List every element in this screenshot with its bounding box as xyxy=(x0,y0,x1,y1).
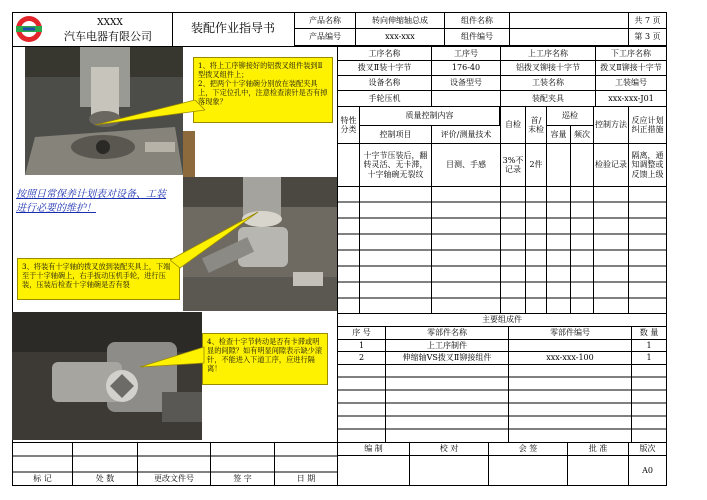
equipment-model-label: 设备型号 xyxy=(431,75,501,91)
parts-col-code: 零部件编号 xyxy=(508,326,632,340)
change-doc-label: 更改文件号 xyxy=(154,474,194,484)
frequency-label: 频次 xyxy=(570,125,594,144)
version-value: A0 xyxy=(628,455,667,486)
signoff-approve: 批 准 xyxy=(567,442,629,456)
equipment-model-value xyxy=(431,90,501,107)
fixture-name-label: 工装名称 xyxy=(500,75,596,91)
company-logo xyxy=(13,13,45,45)
photo-cross-joint xyxy=(12,312,202,440)
signoff-check-value xyxy=(409,455,489,486)
component-name-label: 组件名称 xyxy=(444,12,510,29)
change-count-label: 处 数 xyxy=(95,474,115,484)
capacity-label: 容量 xyxy=(546,125,571,144)
component-code-label: 组件编号 xyxy=(444,28,510,46)
signoff-countersign: 会 签 xyxy=(488,442,568,456)
next-process-value: 拨叉Ⅱ铆接十字节 xyxy=(595,60,667,76)
quality-row-first-last: 2件 xyxy=(525,143,547,187)
total-pages: 共 7 页 xyxy=(628,12,667,29)
quality-row-reaction: 隔离，通知调整或反馈上级 xyxy=(628,143,667,187)
parts-row-code: xxx-xxx-100 xyxy=(508,351,632,365)
parts-row-qty: 1 xyxy=(631,351,667,365)
fixture-no-value: xxx-xxx-J01 xyxy=(595,90,667,107)
quality-row-self-check: 3%不记录 xyxy=(500,143,526,187)
parts-col-qty: 数 量 xyxy=(631,326,667,340)
next-process-label: 下工序名称 xyxy=(595,46,667,61)
change-sign-label: 签 字 xyxy=(233,474,252,484)
parts-col-name: 零部件名称 xyxy=(385,326,509,340)
parts-row-name: 伸缩轴VS拨叉Ⅱ铆接组件 xyxy=(385,351,509,365)
product-name-label: 产品名称 xyxy=(294,12,356,29)
company-top: XXXX xyxy=(97,17,123,28)
parts-row-qty: 1 xyxy=(631,339,667,352)
equipment-name-value: 手轮压机 xyxy=(337,90,432,107)
process-no-label: 工序号 xyxy=(431,46,501,61)
signoff-countersign-value xyxy=(488,455,568,486)
page-number: 第 3 页 xyxy=(628,28,667,46)
quality-content-label: 质量控制内容 xyxy=(359,106,500,126)
special-class-label: 特性分类 xyxy=(337,106,360,144)
quality-row-method: 目测、手感 xyxy=(431,143,501,187)
control-method-label: 控制方法 xyxy=(593,106,629,144)
company-name: 汽车电器有限公司 xyxy=(64,30,152,44)
measure-method-label: 评价/测量技术 xyxy=(431,125,501,144)
callout-4-pointer xyxy=(140,345,206,375)
parts-row-name: 上工序制件 xyxy=(385,339,509,352)
quality-empty-grid xyxy=(337,186,667,314)
maintenance-note: 按照日常保养计划表对设备、工装进行必要的维护！ xyxy=(16,189,166,214)
quality-row-capacity xyxy=(546,143,571,187)
callout-step-4: 4、检查十字节转动是否有卡滞或明显的间隙？如有明显间隙表示缺少滚针，不能进入下道工序，应进行隔离！ xyxy=(202,333,328,385)
patrol-check-label: 巡检 xyxy=(546,106,594,126)
photo-side-machine xyxy=(183,131,195,183)
version-label: 版次 xyxy=(628,442,667,456)
callout-1-pointer xyxy=(95,100,205,130)
parts-empty-grid xyxy=(337,364,667,443)
quality-row-special xyxy=(337,143,360,187)
prev-process-label: 上工序名称 xyxy=(500,46,596,61)
product-code-label: 产品编号 xyxy=(294,28,356,46)
quality-row-control-method: 检验记录 xyxy=(593,143,629,187)
component-code-value xyxy=(509,28,629,46)
fixture-no-label: 工装编号 xyxy=(595,75,667,91)
component-name-value xyxy=(509,12,629,29)
signoff-compile-value xyxy=(337,455,410,486)
signoff-compile: 编 制 xyxy=(337,442,410,456)
equipment-name-label: 设备名称 xyxy=(337,75,432,91)
callout-3-pointer xyxy=(170,210,260,270)
doc-title: 装配作业指导书 xyxy=(190,21,275,36)
first-last-check-label: 首/末检 xyxy=(525,106,547,144)
quality-row-frequency xyxy=(570,143,594,187)
reaction-plan-label: 反应计划纠正措施 xyxy=(628,106,667,144)
parts-row-no: 2 xyxy=(337,351,386,365)
signoff-check: 校 对 xyxy=(409,442,489,456)
quality-row-item: 十字节压装后，翻转灵活、无卡滞，十字轴碗无裂纹 xyxy=(359,143,432,187)
parts-title: 主要组成件 xyxy=(337,313,667,327)
parts-row-no: 1 xyxy=(337,339,386,352)
process-no-value: 176-40 xyxy=(431,60,501,76)
process-name-value: 拨叉Ⅱ装十字节 xyxy=(337,60,432,76)
callout-step-3: 3、将装有十字轴的拨叉放到装配夹具上，下端至于十字轴碗上，右手扳动压机手轮，进行压装，压装后检查十字轴碗是否有裂 xyxy=(17,258,180,300)
signoff-approve-value xyxy=(567,455,629,486)
change-mark-label: 标 记 xyxy=(33,474,52,484)
control-item-label: 控制项目 xyxy=(359,125,432,144)
product-code-value: xxx-xxx xyxy=(355,28,445,46)
process-name-label: 工序名称 xyxy=(337,46,432,61)
callout-step-1-2: 1、将上工序铆接好的铝拨叉组件装到Ⅱ型拨叉组件上； 2、把两个十字轴碗分别放在装配夹具上，下定位孔中，注意检查滚针是否有掉落现象？ xyxy=(193,57,333,123)
parts-col-no: 序 号 xyxy=(337,326,386,340)
self-check-label: 自检 xyxy=(500,106,526,144)
change-date-label: 日 期 xyxy=(296,474,316,484)
prev-process-value: 铝拨叉铆接十字节 xyxy=(500,60,596,76)
fixture-name-value: 装配夹具 xyxy=(500,90,596,107)
product-name-value: 转向伸缩轴总成 xyxy=(355,12,445,29)
